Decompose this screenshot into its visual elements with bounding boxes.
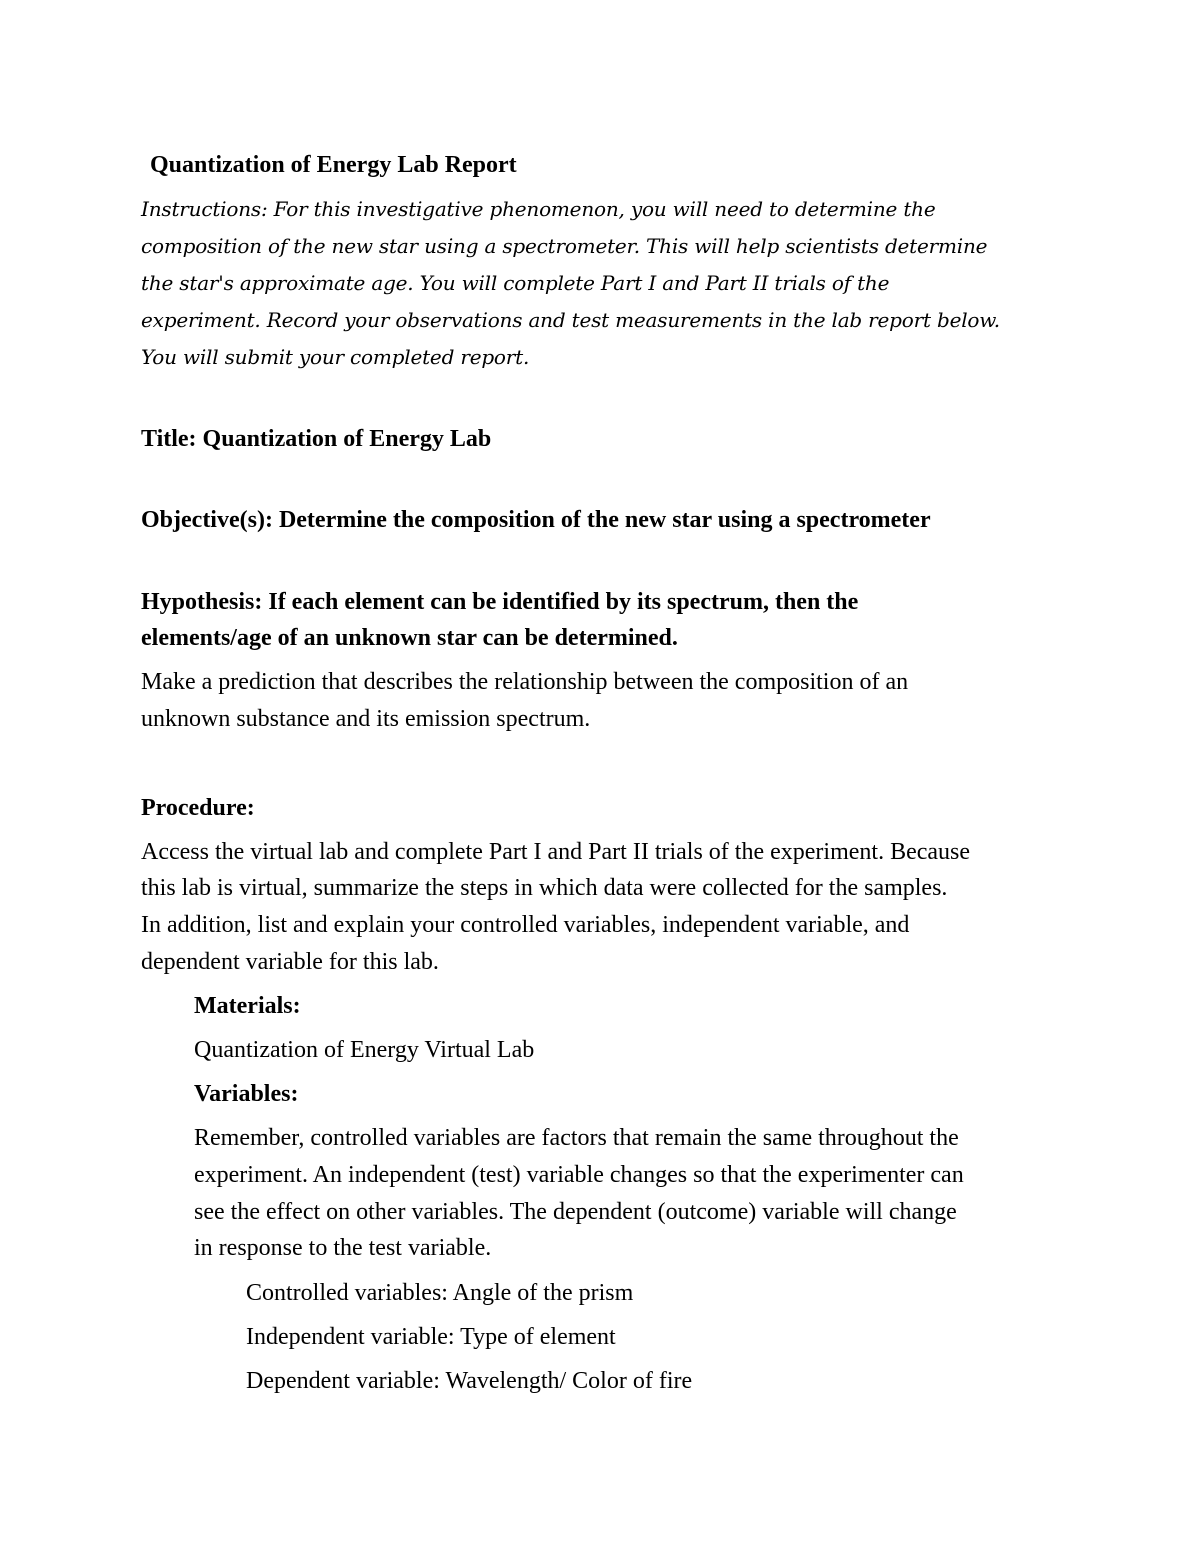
instructions-line-1: Instructions: For this investigative phenomenon, you will need to determine the <box>141 197 936 221</box>
hypothesis-line-2: elements/age of an unknown star can be determined. <box>141 625 678 651</box>
document-title: Quantization of Energy Lab Report <box>150 152 517 178</box>
materials-item: Quantization of Energy Virtual Lab <box>194 1037 535 1063</box>
hypothesis-prompt-line-1: Make a prediction that describes the relationship between the composition of an <box>141 669 909 695</box>
instructions-line-4: experiment. Record your observations and test measurements in the lab report below. <box>141 308 1000 332</box>
variables-text-line-1: Remember, controlled variables are factors that remain the same throughout the <box>194 1125 959 1151</box>
variables-text-line-2: experiment. An independent (test) variable changes so that the experimenter can <box>194 1162 964 1188</box>
variables-text-line-3: see the effect on other variables. The dependent (outcome) variable will change <box>194 1199 957 1225</box>
instructions-line-2: composition of the new star using a spectrometer. This will help scientists determine <box>141 234 988 258</box>
instructions-line-5: You will submit your completed report. <box>141 345 530 369</box>
hypothesis-line-1: Hypothesis: If each element can be identified by its spectrum, then the <box>141 589 859 615</box>
title-line: Title: Quantization of Energy Lab <box>141 426 492 452</box>
objective-line: Objective(s): Determine the composition of the new star using a spectrometer <box>141 507 931 533</box>
instructions-line-3: the star's approximate age. You will complete Part I and Part II trials of the <box>141 271 890 295</box>
procedure-text-line-2: this lab is virtual, summarize the steps in which data were collected for the samples. <box>141 875 948 901</box>
procedure-text-line-4: dependent variable for this lab. <box>141 949 439 975</box>
variables-heading: Variables: <box>194 1081 299 1107</box>
dependent-variable: Dependent variable: Wavelength/ Color of fire <box>246 1368 693 1394</box>
procedure-text-line-3: In addition, list and explain your controlled variables, independent variable, and <box>141 912 910 938</box>
procedure-heading: Procedure: <box>141 795 255 821</box>
controlled-variables: Controlled variables: Angle of the prism <box>246 1280 634 1306</box>
hypothesis-prompt-line-2: unknown substance and its emission spectrum. <box>141 706 591 732</box>
variables-text-line-4: in response to the test variable. <box>194 1235 492 1261</box>
independent-variable: Independent variable: Type of element <box>246 1324 616 1350</box>
procedure-text-line-1: Access the virtual lab and complete Part I and Part II trials of the experiment. Because <box>141 839 971 865</box>
materials-heading: Materials: <box>194 993 301 1019</box>
